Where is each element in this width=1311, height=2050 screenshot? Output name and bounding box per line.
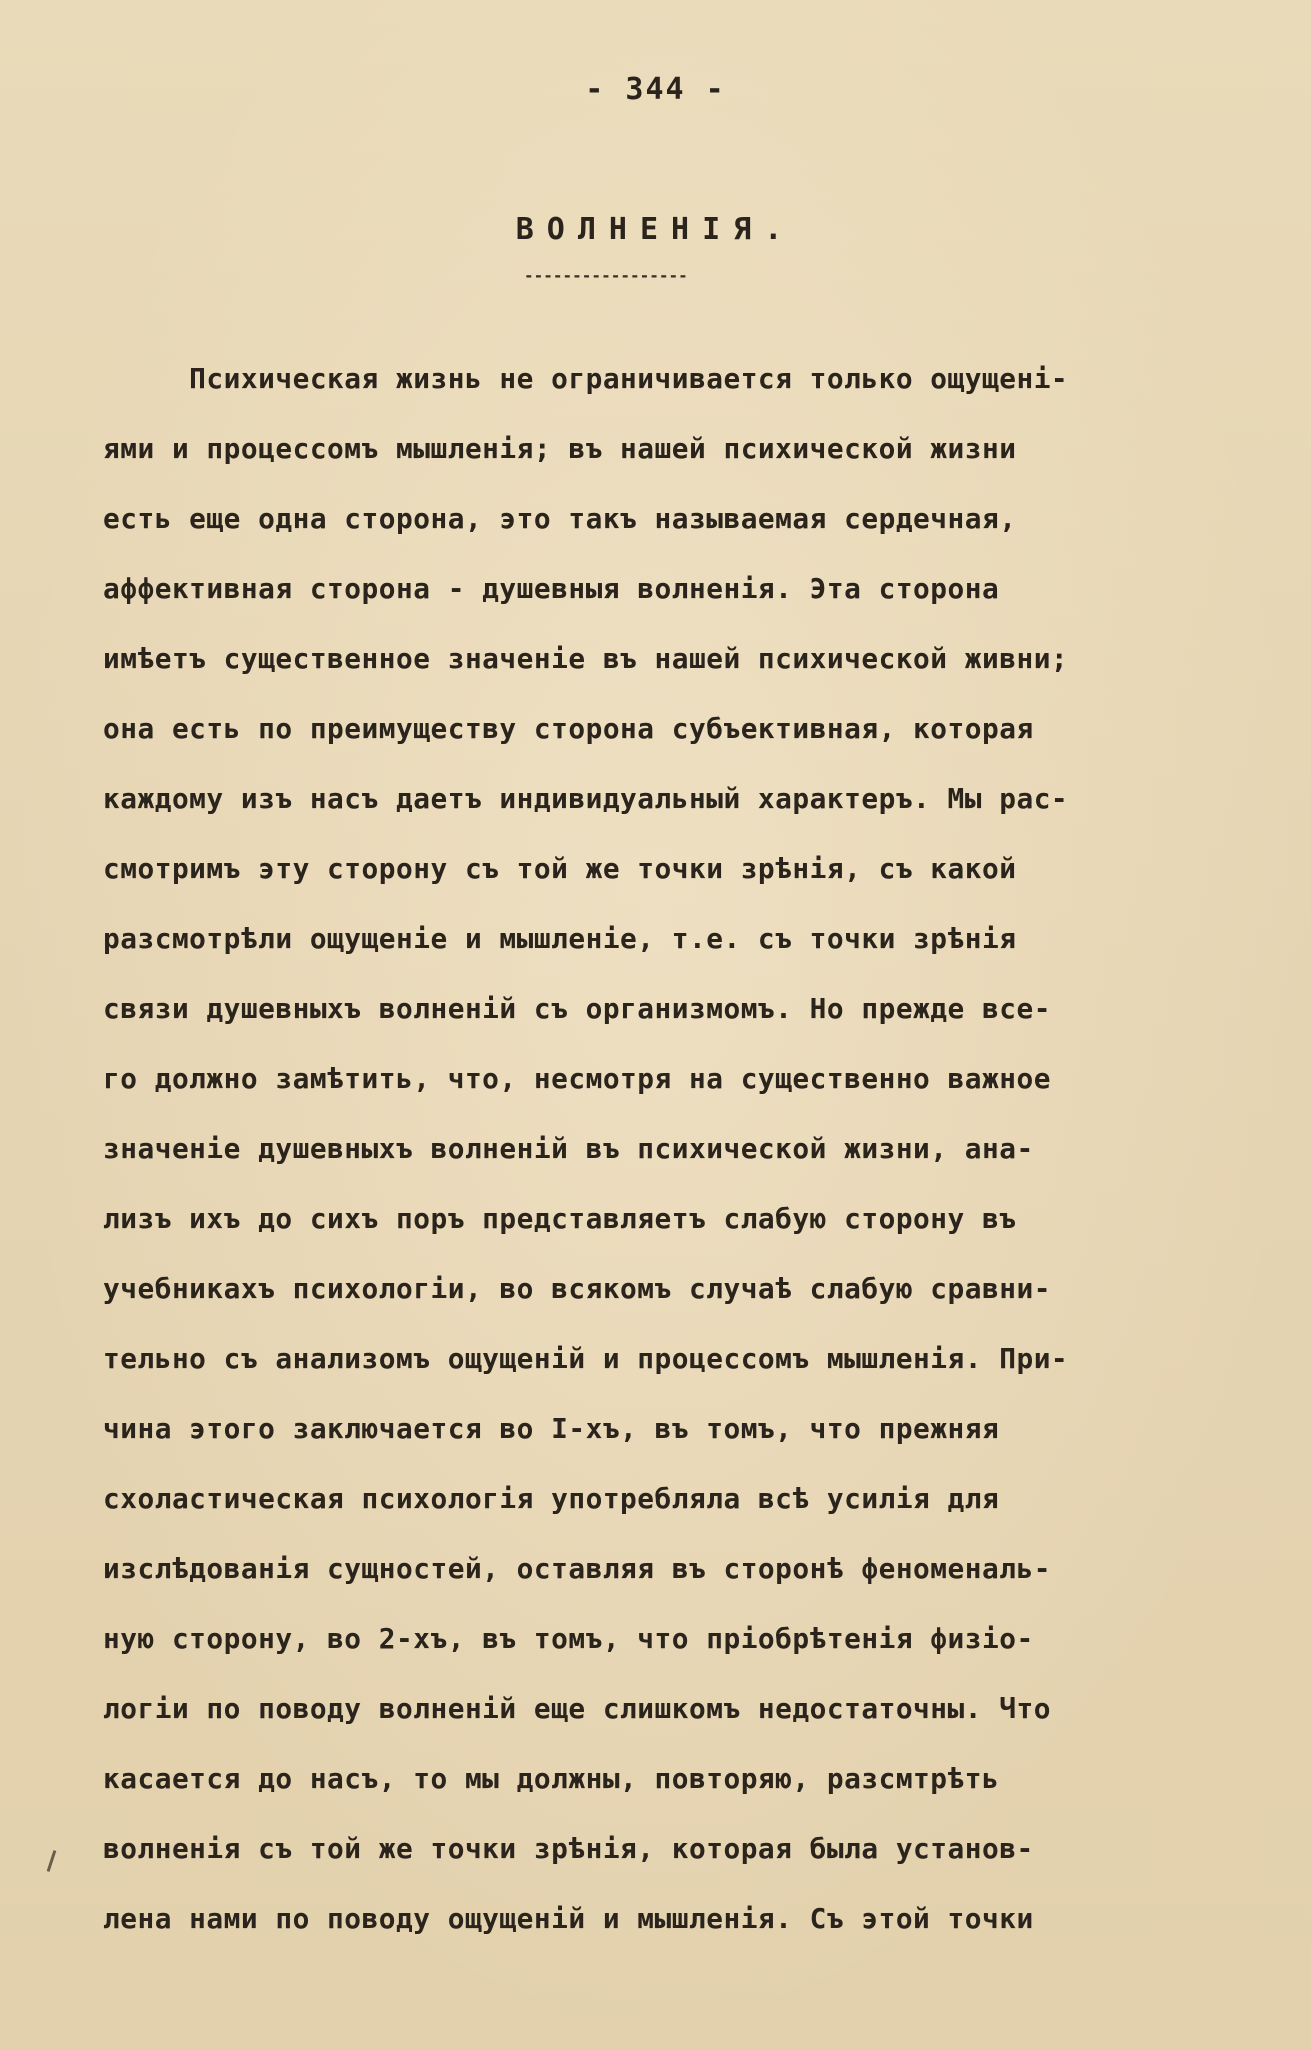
text-line: имѣетъ существенное значеніе въ нашей психической живни; [103,642,1069,675]
text-line: ную сторону, во 2-хъ, въ томъ, что пріобрѣтенія физіо- [103,1622,1034,1655]
text-line: аффективная сторона - душевныя волненія. Эта сторона [103,572,1000,605]
text-line: учебникахъ психологіи, во всякомъ случаѣ слабую сравни- [103,1272,1051,1305]
text-line: значеніе душевныхъ волненій въ психической жизни, ана- [103,1132,1034,1165]
text-line: логіи по поводу волненій еще слишкомъ недостаточны. Что [103,1692,1051,1725]
text-line: разсмотрѣли ощущеніе и мышленіе, т.е. съ точки зрѣнія [103,922,1017,955]
page-number: - 344 - [585,72,726,107]
heading-underline: ----------------- [524,266,688,285]
text-line: изслѣдованія сущностей, оставляя въ сторонѣ феноменаль- [103,1552,1051,1585]
text-line: каждому изъ насъ даетъ индивидуальный характеръ. Мы рас- [103,782,1069,815]
text-line: лизъ ихъ до сихъ поръ представляетъ слабую сторону въ [103,1202,1017,1235]
text-line: го должно замѣтить, что, несмотря на существенно важное [103,1062,1051,1095]
text-line: ями и процессомъ мышленія; въ нашей психической жизни [103,432,1017,465]
text-line: чина этого заключается во I-хъ, въ томъ, что прежняя [103,1412,1000,1445]
text-line: тельно съ анализомъ ощущеній и процессомъ мышленія. При- [103,1342,1069,1375]
margin-pencil-mark [47,1850,57,1872]
text-line: она есть по преимуществу сторона субъективная, которая [103,712,1034,745]
text-line: есть еще одна сторона, это такъ называемая сердечная, [103,502,1017,535]
text-line: лена нами по поводу ощущеній и мышленія. Съ этой точки [103,1902,1034,1935]
text-line: связи душевныхъ волненій съ организмомъ. Но прежде все- [103,992,1051,1025]
text-line: смотримъ эту сторону съ той же точки зрѣнія, съ какой [103,852,1017,885]
text-line: Психическая жизнь не ограничивается только ощущені- [103,362,1069,395]
text-line: схоластическая психологія употребляла всѣ усилія для [103,1482,1000,1515]
text-line: касается до насъ, то мы должны, повторяю, разсмтрѣть [103,1762,1000,1795]
body-text [103,344,1283,1954]
section-heading: ВОЛНЕНІЯ. [515,212,796,247]
text-line: волненія съ той же точки зрѣнія, которая была установ- [103,1832,1034,1865]
